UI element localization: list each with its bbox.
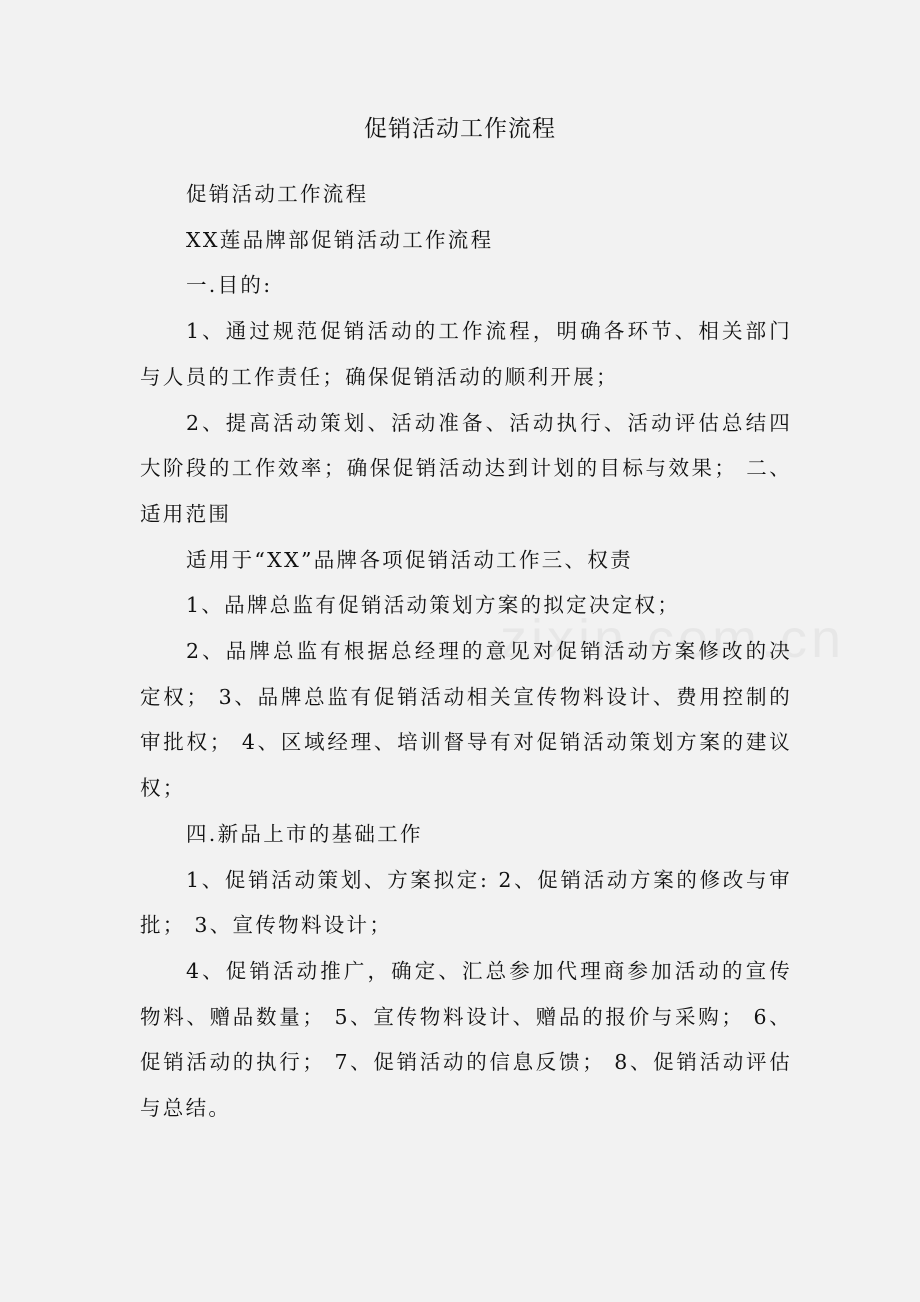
paragraph: 2、品牌总监有根据总经理的意见对促销活动方案修改的决定权； 3、品牌总监有促销活动相关宣传物料设计、费用控制的审批权； 4、区域经理、培训督导有对促销活动策划方案的建议权； — [140, 639, 792, 801]
paragraph: 促销活动工作流程 — [186, 182, 369, 206]
section-heading: 四.新品上市的基础工作 — [186, 821, 423, 846]
paragraph: 1、品牌总监有促销活动策划方案的拟定决定权； — [186, 593, 681, 618]
paragraph: 适用于“XX”品牌各项促销活动工作三、权责 — [186, 547, 633, 572]
paragraph: 2、提高活动策划、活动准备、活动执行、活动评估总结四大阶段的工作效率；确保促销活动达到计划的目标与效果； 二、适用范围 — [140, 410, 792, 526]
section-heading: 一.目的: — [186, 273, 273, 298]
document-body — [140, 172, 792, 1132]
paragraph: 1、通过规范促销活动的工作流程，明确各环节、相关部门与人员的工作责任；确保促销活动的顺利开展； — [140, 319, 792, 389]
paragraph: 1、促销活动策划、方案拟定: 2、促销活动方案的修改与审批； 3、宣传物料设计； — [140, 867, 792, 938]
paragraph: 4、促销活动推广，确定、汇总参加代理商参加活动的宣传物料、赠品数量； 5、宣传物料设计、赠品的报价与采购； 6、促销活动的执行； 7、促销活动的信息反馈； 8、促销活动评估与总结。 — [140, 958, 792, 1121]
document-title: 促销活动工作流程 — [364, 116, 556, 142]
paragraph: XX莲品牌部促销活动工作流程 — [186, 227, 494, 252]
